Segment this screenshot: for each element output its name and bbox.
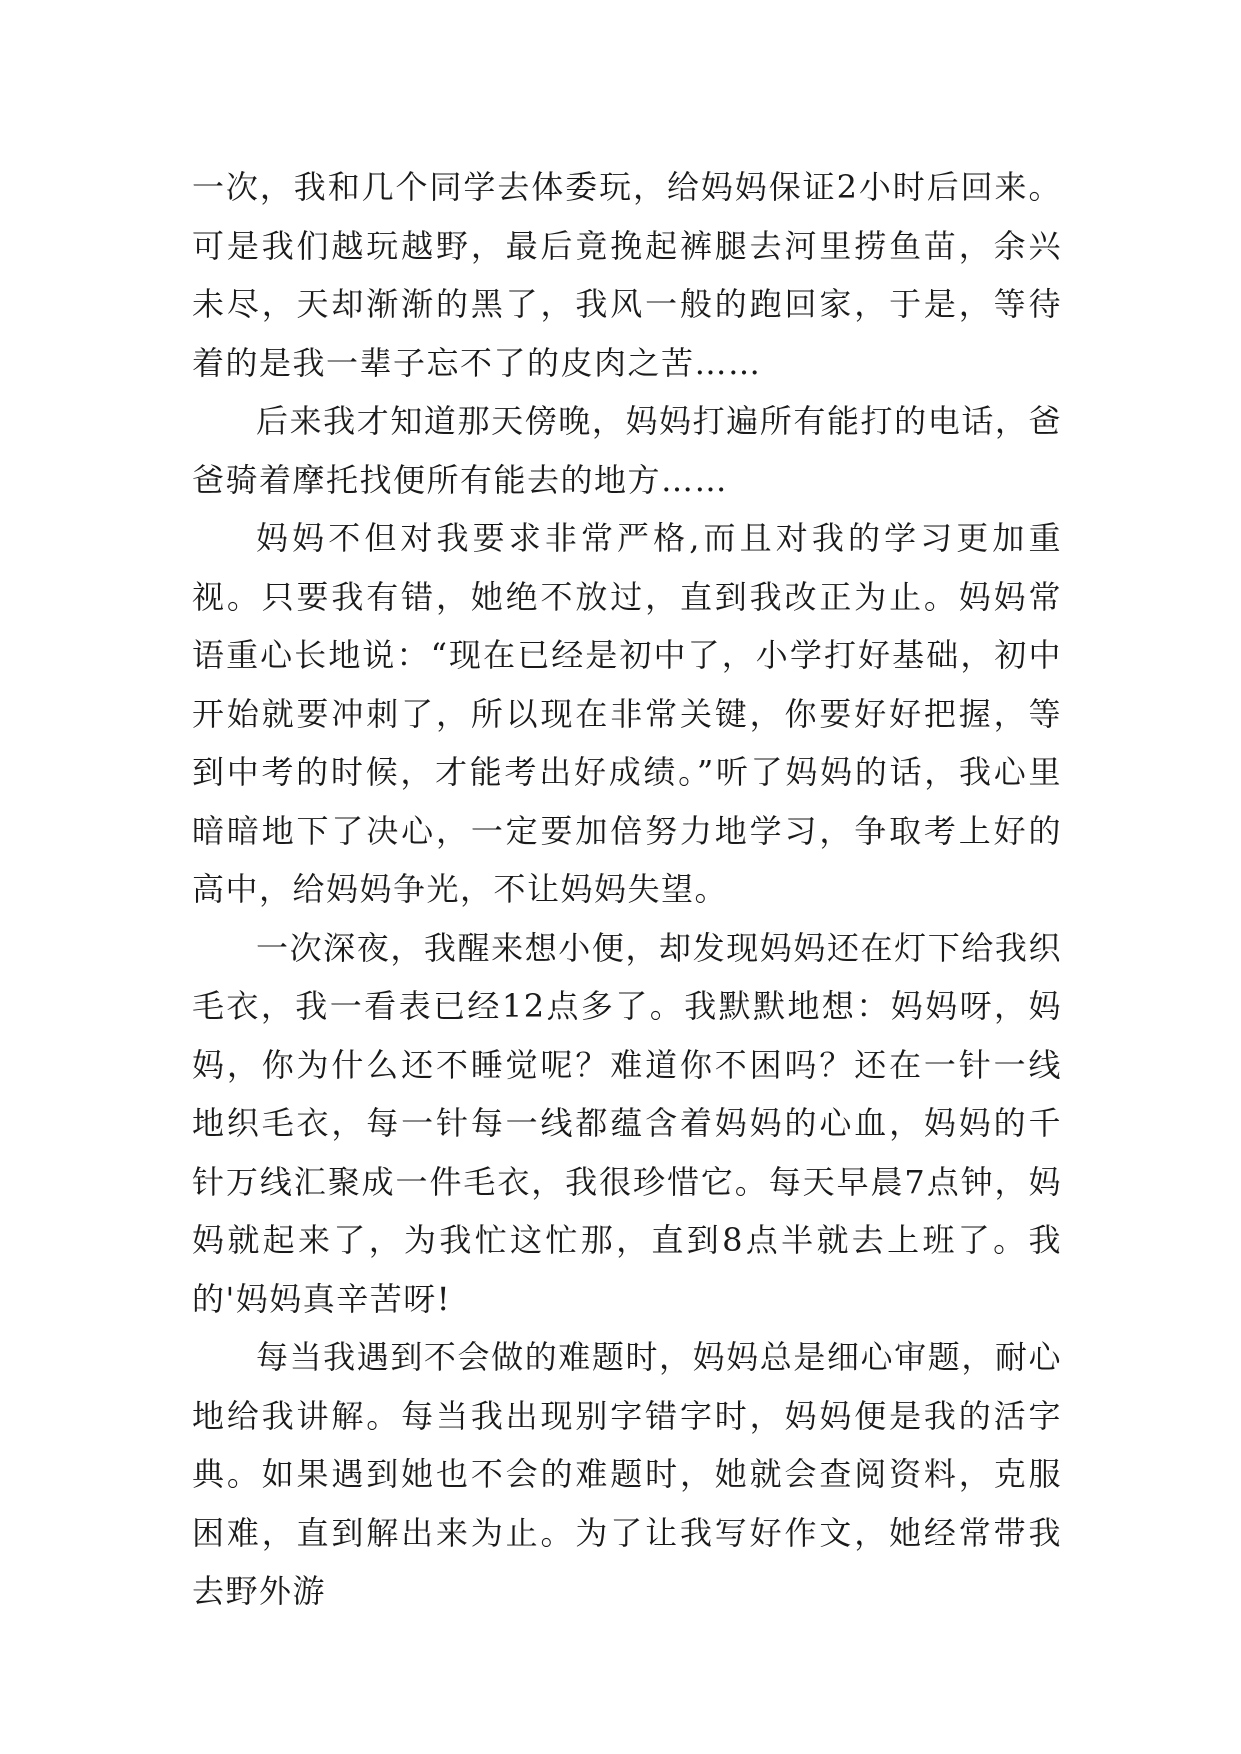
paragraph-4: 一次深夜，我醒来想小便，却发现妈妈还在灯下给我织毛衣，我一看表已经12点多了。我默默地想：妈妈呀，妈妈，你为什么还不睡觉呢？难道你不困吗？还在一针一线地织毛衣，每一针每一线都蕴含着妈妈的心血，妈妈的千针万线汇聚成一件毛衣，我很珍惜它。每天早晨7点钟，妈妈就起来了，为我忙这忙那，直到8点半就去上班了。我的'妈妈真辛苦呀! [192,928,1062,1318]
body-text [192,158,1062,1621]
paragraph-5: 每当我遇到不会做的难题时，妈妈总是细心审题，耐心地给我讲解。每当我出现别字错字时，妈妈便是我的活字典。如果遇到她也不会的难题时，她就会查阅资料，克服困难，直到解出来为止。为了让我写好作文，她经常带我去野外游 [192,1338,1062,1610]
paragraph-3: 妈妈不但对我要求非常严格,而且对我的学习更加重视。只要我有错，她绝不放过，直到我改正为止。妈妈常语重心长地说：“现在已经是初中了，小学打好基础，初中开始就要冲刺了，所以现在非常关键，你要好好把握，等到中考的时候，才能考出好成绩。”听了妈妈的话，我心里暗暗地下了决心，一定要加倍努力地学习，争取考上好的高中，给妈妈争光，不让妈妈失望。 [192,519,1062,908]
paragraph-2: 后来我才知道那天傍晚，妈妈打遍所有能打的电话，爸爸骑着摩托找便所有能去的地方…… [192,402,1062,499]
paragraph-1: 一次，我和几个同学去体委玩，给妈妈保证2小时后回来。可是我们越玩越野，最后竟挽起裤腿去河里捞鱼苗，余兴未尽，天却渐渐的黑了，我风一般的跑回家，于是，等待着的是我一辈子忘不了的皮肉之苦…… [192,168,1062,382]
